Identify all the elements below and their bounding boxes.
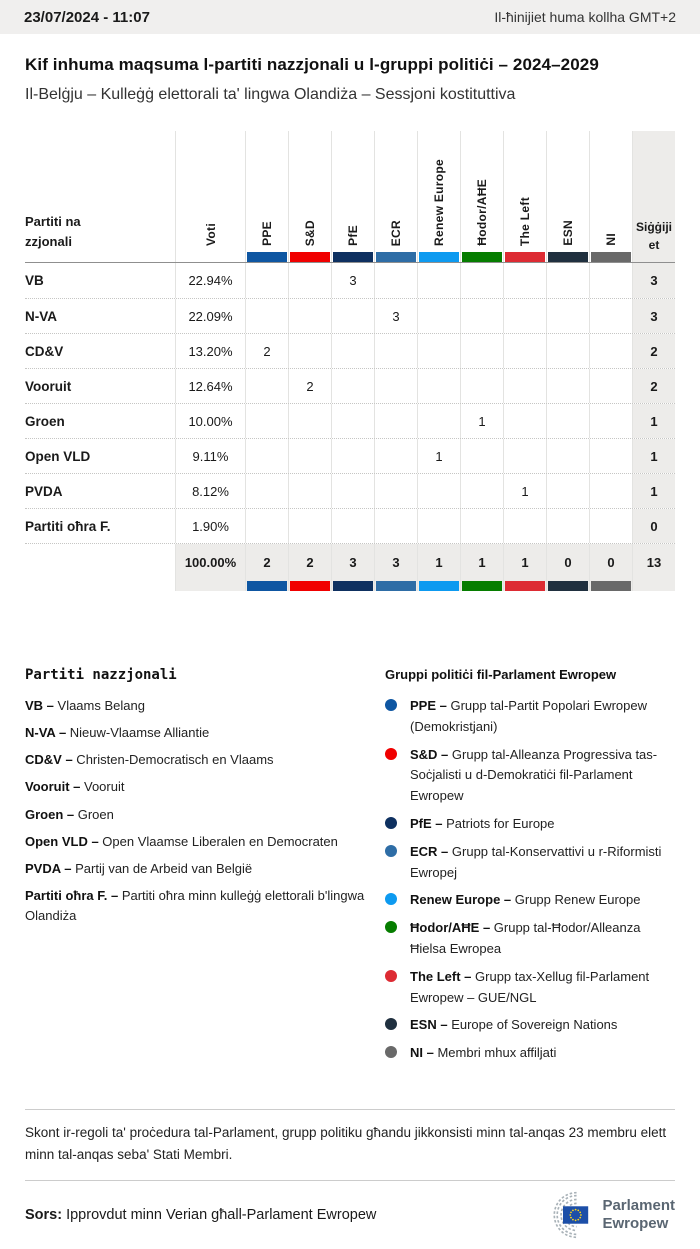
seat-cell: 3: [374, 299, 417, 333]
legend-parties-heading: Partiti nazzjonali: [25, 667, 177, 683]
legend-group-item: [385, 918, 675, 960]
seats-column-header-label: Siġġijiet: [636, 220, 672, 252]
seat-cell: [589, 369, 632, 403]
seat-cell: [546, 369, 589, 403]
total-seats-cell: 13: [632, 544, 675, 591]
table-row: [25, 333, 675, 368]
legend-party-abbr: VB –: [25, 698, 54, 713]
total-seat-cell: 1: [417, 544, 460, 591]
ep-hemicycle-flag-icon: [532, 1191, 594, 1239]
seat-cell: [331, 439, 374, 473]
group-column-header-label: NI: [604, 233, 618, 246]
page-title: Kif inhuma maqsuma l-partiti nazzjonali u l-gruppi politiċi – 2024–2029: [25, 55, 599, 74]
legend-national-parties: [25, 667, 385, 1071]
group-color-strip: [419, 252, 459, 262]
legend-group-abbr: Renew Europe –: [410, 892, 512, 908]
total-seat-cell: 0: [589, 544, 632, 591]
group-column-header: [589, 131, 632, 262]
seat-cell: [417, 509, 460, 543]
total-seat-cell: 3: [331, 544, 374, 591]
seat-cell: 2: [245, 334, 288, 368]
total-party-cell: [25, 544, 175, 591]
seat-cell: [503, 263, 546, 298]
table-row: [25, 473, 675, 508]
legend-group-text: Ħodor/AĦE – Grupp tal-Ħodor/Alleanza Ħielsa Ewropea: [410, 920, 641, 956]
group-color-strip: [376, 252, 416, 262]
group-color-dot: [385, 748, 397, 760]
legend-party-abbr: Vooruit –: [25, 779, 81, 795]
legend-group-abbr: Ħodor/AĦE –: [410, 920, 491, 936]
total-seat-cell: 1: [460, 544, 503, 591]
seats-total-cell: 1: [632, 439, 675, 473]
party-cell: PVDA: [25, 483, 63, 499]
seat-cell: [589, 474, 632, 508]
legend-group-abbr: PPE –: [410, 698, 447, 713]
legend-group-abbr: ESN –: [410, 1017, 448, 1033]
legend-party-abbr: N-VA –: [25, 725, 67, 741]
group-color-strip: [247, 252, 287, 262]
seat-cell: [503, 509, 546, 543]
seat-cell: [288, 404, 331, 438]
seat-cell: [331, 404, 374, 438]
legend-party-item: Groen – Groen: [25, 806, 114, 822]
table-row: [25, 263, 675, 298]
seat-cell: [503, 369, 546, 403]
legend-groups-heading: Gruppi politiċi fil-Parlament Ewropew: [385, 667, 617, 682]
legend-party-abbr: Groen –: [25, 806, 75, 822]
seat-cell: [331, 509, 374, 543]
seat-cell: 1: [460, 404, 503, 438]
legend-group-abbr: PfE –: [410, 815, 443, 831]
legend-group-item: [385, 967, 675, 1009]
legend-group-item: [385, 814, 675, 835]
group-column-header-label: The Left: [518, 196, 532, 246]
party-cell: N-VA: [25, 308, 57, 324]
legend-party-abbr: CD&V –: [25, 752, 73, 768]
table-row: [25, 508, 675, 543]
seat-cell: [245, 263, 288, 298]
seat-cell: [460, 474, 503, 508]
total-seat-cell: 0: [546, 544, 589, 591]
party-cell: Partiti oħra F.: [25, 518, 111, 534]
table-total-row: [25, 543, 675, 591]
ep-logo-line2: Ewropew: [602, 1215, 669, 1233]
seat-cell: [331, 474, 374, 508]
legend-party-item: CD&V – Christen-Democratisch en Vlaams: [25, 752, 274, 768]
group-color-dot: [385, 699, 397, 711]
table-row: [25, 438, 675, 473]
seats-total-cell: 1: [632, 404, 675, 438]
group-column-header-label: ESN: [561, 220, 575, 246]
legend-group-text: The Left – Grupp tax-Xellug fil-Parlament Ewropew – GUE/NGL: [410, 968, 650, 1005]
group-color-strip: [290, 581, 330, 591]
voti-cell: 10.00%: [175, 404, 245, 438]
seat-cell: [331, 369, 374, 403]
seat-cell: [460, 439, 503, 473]
seat-cell: [288, 474, 331, 508]
source-value: Ipprovdut minn Verian għall-Parlament Ewropew: [66, 1207, 377, 1224]
group-color-strip: [591, 581, 631, 591]
legend-party-item: VB – Vlaams Belang: [25, 698, 145, 713]
page-subtitle: Il-Belġju – Kulleġġ elettorali ta' lingwa Olandiża – Sessjoni kostituttiva: [25, 86, 516, 103]
group-color-dot: [385, 893, 397, 905]
seat-cell: [245, 369, 288, 403]
seat-cell: [331, 334, 374, 368]
party-cell: Groen: [25, 413, 65, 429]
legend-party-item: Vooruit – Vooruit: [25, 779, 125, 795]
group-color-dot: [385, 1018, 397, 1030]
total-seat-cell: 2: [288, 544, 331, 591]
seat-cell: [288, 299, 331, 333]
seat-cell: [374, 474, 417, 508]
group-column-header-label: Renew Europe: [432, 159, 446, 246]
legend-group-abbr: ECR –: [410, 843, 449, 859]
seat-cell: [245, 299, 288, 333]
seat-cell: [546, 263, 589, 298]
datetime-label: 23/07/2024 - 11:07: [24, 8, 150, 26]
seat-cell: [460, 334, 503, 368]
seats-total-cell: 1: [632, 474, 675, 508]
seats-total-cell: 2: [632, 334, 675, 368]
legend-group-text: Renew Europe – Grupp Renew Europe: [410, 892, 641, 908]
group-color-strip: [333, 581, 373, 591]
source-row: [25, 1191, 675, 1249]
group-color-strip: [505, 252, 545, 262]
legend-party-abbr: PVDA –: [25, 860, 72, 876]
group-color-strip: [462, 581, 502, 591]
legend-group-text: NI – Membri mhux affiljati: [410, 1045, 557, 1061]
timezone-note: Il-ħinijiet huma kollha GMT+2: [494, 9, 676, 25]
seat-cell: 3: [331, 263, 374, 298]
group-column-header-label: PPE: [260, 221, 274, 246]
voti-cell: 1.90%: [175, 509, 245, 543]
group-color-dot: [385, 845, 397, 857]
source-text: [25, 1207, 376, 1223]
group-color-strip: [247, 581, 287, 591]
source-label: Sors:: [25, 1207, 63, 1224]
total-seat-cell: 1: [503, 544, 546, 591]
party-column-header: [25, 131, 175, 262]
seat-cell: [589, 439, 632, 473]
legend-group-item: [385, 745, 675, 807]
seat-cell: [503, 439, 546, 473]
total-voti-cell: 100.00%: [175, 544, 245, 591]
legend-group-text: ESN – Europe of Sovereign Nations: [410, 1017, 618, 1033]
group-color-dot: [385, 970, 397, 982]
rules-footnote: Skont ir-regoli ta' proċedura tal-Parlament, grupp politiku għandu jikkonsisti minn tal-anqas 23 membru elett minn tal-anqas seba' Stati Membri.: [25, 1109, 675, 1182]
voti-cell: 9.11%: [175, 439, 245, 473]
group-color-strip: [548, 252, 588, 262]
seat-cell: [417, 404, 460, 438]
seats-total-cell: 3: [632, 263, 675, 298]
group-color-strip: [591, 252, 631, 262]
seat-cell: [417, 263, 460, 298]
seat-cell: [417, 334, 460, 368]
party-cell: CD&V: [25, 343, 64, 359]
page-content: [0, 55, 700, 1249]
group-color-strip: [333, 252, 373, 262]
seat-cell: [460, 369, 503, 403]
total-seat-cell: 2: [245, 544, 288, 591]
seat-cell: 2: [288, 369, 331, 403]
seat-cell: [589, 404, 632, 438]
legends-section: [25, 667, 675, 1071]
ep-logo-wordmark: [602, 1197, 675, 1235]
seat-cell: [417, 369, 460, 403]
legend-group-abbr: The Left –: [410, 968, 472, 984]
ep-logo: [532, 1191, 675, 1239]
group-color-dot: [385, 817, 397, 829]
group-color-dot: [385, 1046, 397, 1058]
legend-party-item: N-VA – Nieuw-Vlaamse Alliantie: [25, 725, 210, 741]
party-cell: VB: [25, 273, 44, 288]
party-column-header-label: Partiti nazzjonali: [25, 213, 81, 249]
seat-cell: [245, 509, 288, 543]
voti-cell: 8.12%: [175, 474, 245, 508]
seat-cell: [245, 404, 288, 438]
legend-political-groups: [385, 667, 675, 1071]
seat-cell: [460, 263, 503, 298]
seat-cell: [589, 334, 632, 368]
seat-cell: [589, 509, 632, 543]
group-column-header-label: PfE: [346, 225, 360, 246]
table-row: [25, 368, 675, 403]
seats-column-header: [632, 131, 675, 262]
group-column-header: [374, 131, 417, 262]
table-row: [25, 298, 675, 333]
seat-cell: 1: [417, 439, 460, 473]
seat-cell: [589, 299, 632, 333]
legend-group-text: PPE – Grupp tal-Partit Popolari Ewropew (Demokristjani): [410, 698, 648, 734]
legend-group-item: [385, 1015, 675, 1036]
legend-party-abbr: Open VLD –: [25, 833, 99, 849]
seats-total-cell: 0: [632, 509, 675, 543]
party-cell: Vooruit: [25, 378, 72, 394]
seats-total-cell: 2: [632, 369, 675, 403]
voti-cell: 22.94%: [175, 263, 245, 298]
seat-cell: [374, 404, 417, 438]
group-color-strip: [290, 252, 330, 262]
legend-group-abbr: S&D –: [410, 746, 449, 762]
legend-party-item: Partiti oħra F. – Partiti oħra minn kulleġġ elettorali b'lingwa Olandiża: [25, 887, 365, 924]
legend-group-item: [385, 696, 675, 738]
seat-cell: [374, 509, 417, 543]
voti-column-header: [175, 131, 245, 262]
group-color-strip: [419, 581, 459, 591]
table-row: [25, 403, 675, 438]
party-cell: Open VLD: [25, 448, 91, 464]
top-bar: [0, 0, 700, 34]
seat-cell: [331, 299, 374, 333]
results-table: [25, 131, 675, 591]
group-column-header: [245, 131, 288, 262]
group-column-header-label: Ħodor/AĦE: [475, 179, 489, 246]
legend-party-abbr: Partiti oħra F. –: [25, 887, 119, 903]
seat-cell: [245, 474, 288, 508]
seat-cell: 1: [503, 474, 546, 508]
group-column-header: [417, 131, 460, 262]
legend-group-item: [385, 842, 675, 884]
group-column-header-label: S&D: [303, 219, 317, 246]
voti-cell: 22.09%: [175, 299, 245, 333]
legend-party-item: Open VLD – Open Vlaamse Liberalen en Democraten: [25, 833, 338, 849]
seat-cell: [374, 369, 417, 403]
seat-cell: [546, 404, 589, 438]
seat-cell: [546, 299, 589, 333]
legend-group-text: S&D – Grupp tal-Alleanza Progressiva tas-Soċjalisti u d-Demokratiċi fil-Parlament Ewropew: [410, 746, 658, 804]
seat-cell: [288, 439, 331, 473]
seat-cell: [288, 334, 331, 368]
seat-cell: [417, 474, 460, 508]
legend-groups-list: [385, 696, 675, 1064]
seat-cell: [460, 299, 503, 333]
seat-cell: [374, 263, 417, 298]
seat-cell: [503, 334, 546, 368]
seat-cell: [417, 299, 460, 333]
legend-party-item: PVDA – Partij van de Arbeid van België: [25, 860, 253, 876]
seat-cell: [288, 263, 331, 298]
legend-group-item: [385, 890, 675, 911]
voti-cell: 13.20%: [175, 334, 245, 368]
seat-cell: [503, 299, 546, 333]
table-header-row: [25, 131, 675, 263]
legend-group-abbr: NI –: [410, 1045, 434, 1061]
group-color-strip: [548, 581, 588, 591]
seat-cell: [245, 439, 288, 473]
seat-cell: [589, 263, 632, 298]
seat-cell: [546, 509, 589, 543]
total-seat-cell: 3: [374, 544, 417, 591]
seat-cell: [546, 474, 589, 508]
voti-cell: 12.64%: [175, 369, 245, 403]
seat-cell: [288, 509, 331, 543]
seat-cell: [374, 439, 417, 473]
group-column-header-label: ECR: [389, 219, 403, 246]
legend-group-text: PfE – Patriots for Europe: [410, 815, 555, 831]
group-column-header: [460, 131, 503, 262]
group-color-strip: [376, 581, 416, 591]
seat-cell: [546, 334, 589, 368]
legend-group-item: [385, 1043, 675, 1064]
group-color-dot: [385, 921, 397, 933]
group-column-header: [546, 131, 589, 262]
legend-parties-list: [25, 696, 369, 926]
group-color-strip: [505, 581, 545, 591]
group-column-header: [503, 131, 546, 262]
seat-cell: [503, 404, 546, 438]
group-column-header: [288, 131, 331, 262]
legend-group-text: ECR – Grupp tal-Konservattivi u r-Riformisti Ewropej: [410, 843, 662, 880]
seat-cell: [546, 439, 589, 473]
ep-logo-line1: Parlament: [602, 1196, 675, 1214]
seat-cell: [460, 509, 503, 543]
group-column-header: [331, 131, 374, 262]
seat-cell: [374, 334, 417, 368]
voti-column-header-label: Voti: [203, 223, 218, 246]
seats-total-cell: 3: [632, 299, 675, 333]
group-color-strip: [462, 252, 502, 262]
